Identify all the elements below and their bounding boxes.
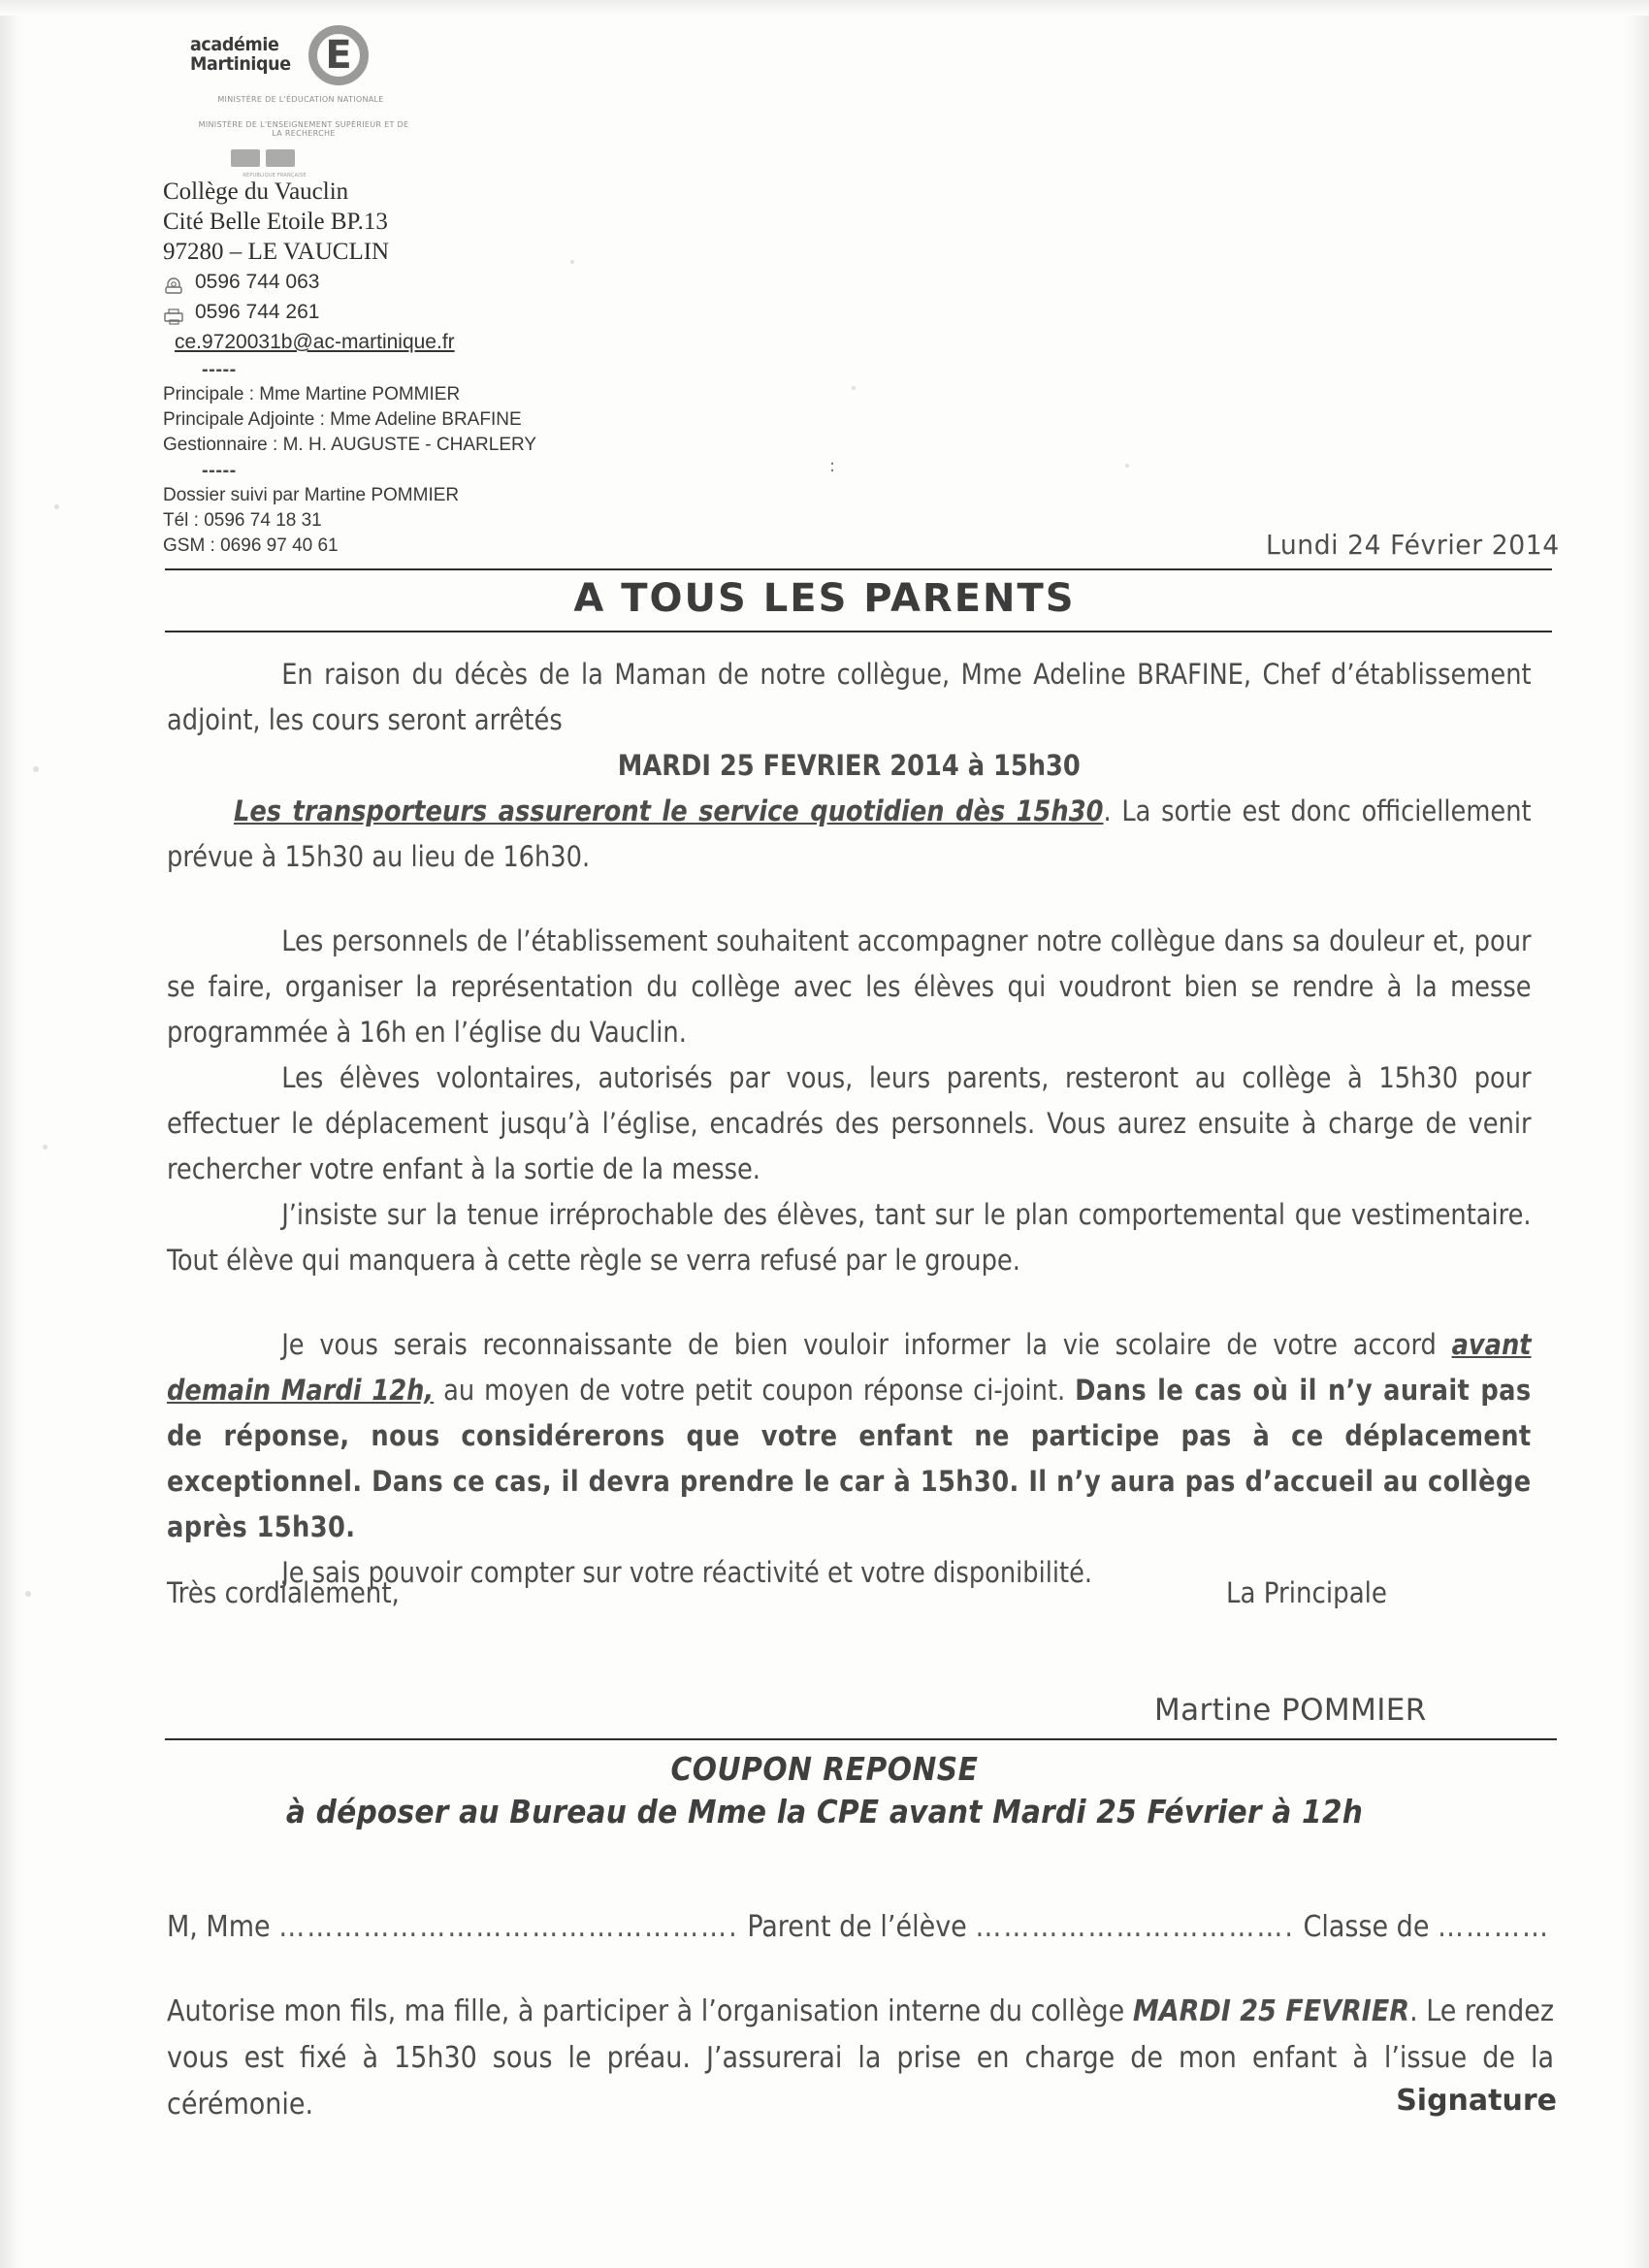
marianne-caption: RÉPUBLIQUE FRANÇAISE	[242, 173, 307, 178]
signer-name: Martine POMMIER	[1154, 1693, 1427, 1728]
letterhead	[163, 17, 706, 559]
paragraph-2: Les personnels de l’établissement souhaitent accompagner notre collègue dans sa douleur et, pour se faire, organiser la représentation du collège avec les élèves qui voudront bien se rendre à la messe programmée à 16h en l’église du Vauclin.	[167, 924, 1532, 1049]
scan-speck	[25, 1591, 31, 1597]
school-postal: 97280 – LE VAUCLIN	[163, 239, 390, 265]
separator-dashes-1: -----	[202, 359, 237, 380]
divider-above-title	[165, 568, 1552, 570]
paragraph-6: Je sais pouvoir compter sur votre réactivité et votre disponibilité.	[281, 1556, 1093, 1589]
fax-icon	[163, 304, 184, 321]
scan-edge-left	[0, 0, 25, 2268]
paragraph-5-part-a: Je vous serais reconnaissante de bien vouloir informer la vie scolaire de votre accord	[281, 1328, 1452, 1361]
contact-tel: Tél : 0596 74 18 31	[163, 510, 322, 531]
scan-speck	[1125, 464, 1129, 468]
scan-speck	[43, 1145, 48, 1150]
transport-emphasis: Les transporteurs assureront le service quotidien dès 15h30	[233, 794, 1104, 827]
paragraph-1-transport	[167, 789, 1532, 880]
field-label-name: M, Mme	[167, 1910, 271, 1944]
stray-colon-mark: :	[829, 456, 836, 476]
academy-line-2: Martinique	[190, 53, 291, 75]
authorization-part-b: . Le rendez vous est fixé à 15h30 sous le préau. J’assurerai la prise en charge de mon enfant à l’issue de la cérémonie.	[167, 1994, 1554, 2122]
ministry-research-text: MINISTÈRE DE L'ENSEIGNEMENT SUPÉRIEUR ET DE LA RECHERCHE	[198, 120, 409, 138]
signer-role: La Principale	[1226, 1576, 1387, 1609]
emblem-circle-e-icon	[308, 25, 369, 85]
deadline-emphasis: avant demain Mardi 12h,	[167, 1328, 1532, 1407]
staff-principal: Principale : Mme Martine POMMIER	[163, 384, 461, 405]
dossier-followed-by: Dossier suivi par Martine POMMIER	[163, 485, 460, 505]
fax-row	[163, 297, 706, 327]
authorization-date-emphasis: MARDI 25 FEVRIER	[1132, 1994, 1410, 2028]
staff-deputy-principal: Principale Adjointe : Mme Adeline BRAFINE	[163, 409, 522, 430]
paragraph-1-intro: En raison du décès de la Maman de notre collègue, Mme Adeline BRAFINE, Chef d’établissement adjoint, les cours seront arrêtés	[167, 658, 1532, 736]
divider-below-title	[165, 631, 1552, 632]
contact-gsm: GSM : 0696 97 40 61	[163, 535, 339, 556]
paragraph-5-part-b: au moyen de votre petit coupon réponse ci-joint.	[434, 1374, 1076, 1407]
scan-edge-top	[0, 0, 1649, 16]
academy-logo-text	[190, 35, 291, 74]
academy-line-1: académie	[190, 34, 279, 55]
coupon-authorization-text	[167, 1989, 1554, 2128]
school-name: Collège du Vauclin	[163, 178, 349, 205]
separator-dashes-2: -----	[202, 460, 237, 481]
page-title: A TOUS LES PARENTS	[573, 576, 1076, 621]
letter-date: Lundi 24 Février 2014	[1266, 529, 1560, 561]
phone-number: 0596 744 063	[195, 271, 320, 293]
emblem-letter: E	[325, 33, 352, 78]
scan-edge-right	[1620, 0, 1649, 2268]
phone-row	[163, 267, 706, 297]
divider-coupon	[165, 1738, 1557, 1740]
coupon-form-row	[167, 1903, 1554, 1952]
letter-body	[167, 652, 1532, 1596]
scan-speck	[54, 504, 59, 509]
staff-manager: Gestionnaire : M. H. AUGUSTE - CHARLERY	[163, 435, 537, 455]
marianne-logo-icon	[231, 149, 318, 178]
paragraph-spacer-2	[167, 1283, 1532, 1322]
telephone-icon	[163, 274, 184, 291]
school-address: Cité Belle Etoile BP.13	[163, 209, 388, 235]
paragraph-5	[167, 1322, 1532, 1550]
field-blank-parent[interactable]: …………………………….	[975, 1910, 1295, 1944]
field-label-class: Classe de	[1303, 1910, 1430, 1944]
academy-logo	[163, 17, 706, 178]
email-row	[163, 327, 706, 357]
paragraph-1-date-emphasis: MARDI 25 FEVRIER 2014 à 15h30	[617, 749, 1081, 782]
paragraph-5-bold-warning: Dans le cas où il n’y aurait pas de réponse, nous considérerons que votre enfant ne participe pas à ce déplacement exceptionnel. Dans ce cas, il devra prendre le car à 15h30. Il n’y aura pas d’accueil au collège après 15h30.	[167, 1374, 1532, 1543]
paragraph-spacer-1	[167, 880, 1532, 919]
closing-salutation: Très cordialement,	[167, 1576, 400, 1609]
ministry-education-text: MINISTÈRE DE L'ÉDUCATION NATIONALE	[217, 95, 384, 104]
field-blank-class[interactable]: …………	[1438, 1910, 1551, 1944]
paragraph-4: J’insiste sur la tenue irréprochable des élèves, tant sur le plan comportemental que vestimentaire. Tout élève qui manquera à cette règle se verra refusé par le groupe.	[167, 1198, 1532, 1277]
authorization-part-a: Autorise mon fils, ma fille, à participer à l’organisation interne du collège	[167, 1994, 1133, 2028]
fax-number: 0596 744 261	[195, 301, 320, 323]
field-blank-name[interactable]: ………………………………………….	[278, 1910, 739, 1944]
coupon-subtitle: à déposer au Bureau de Mme la CPE avant Mardi 25 Février à 12h	[285, 1793, 1364, 1831]
coupon-title: COUPON REPONSE	[670, 1750, 979, 1788]
scan-speck	[33, 766, 39, 772]
coupon-signature-label: Signature	[1396, 2084, 1557, 2118]
email-address[interactable]: ce.9720031b@ac-martinique.fr	[175, 331, 455, 353]
transport-rest: . La sortie est donc officiellement prévue à 15h30 au lieu de 16h30.	[167, 794, 1532, 873]
paragraph-3: Les élèves volontaires, autorisés par vous, leurs parents, resteront au collège à 15h30 pour effectuer le déplacement jusqu’à l’église, encadrés des personnels. Vous aurez ensuite à charge de venir rechercher votre enfant à la sortie de la messe.	[167, 1061, 1532, 1185]
scan-speck	[852, 386, 856, 390]
field-label-parent: Parent de l’élève	[747, 1910, 967, 1944]
signature-block	[167, 1576, 1552, 1609]
